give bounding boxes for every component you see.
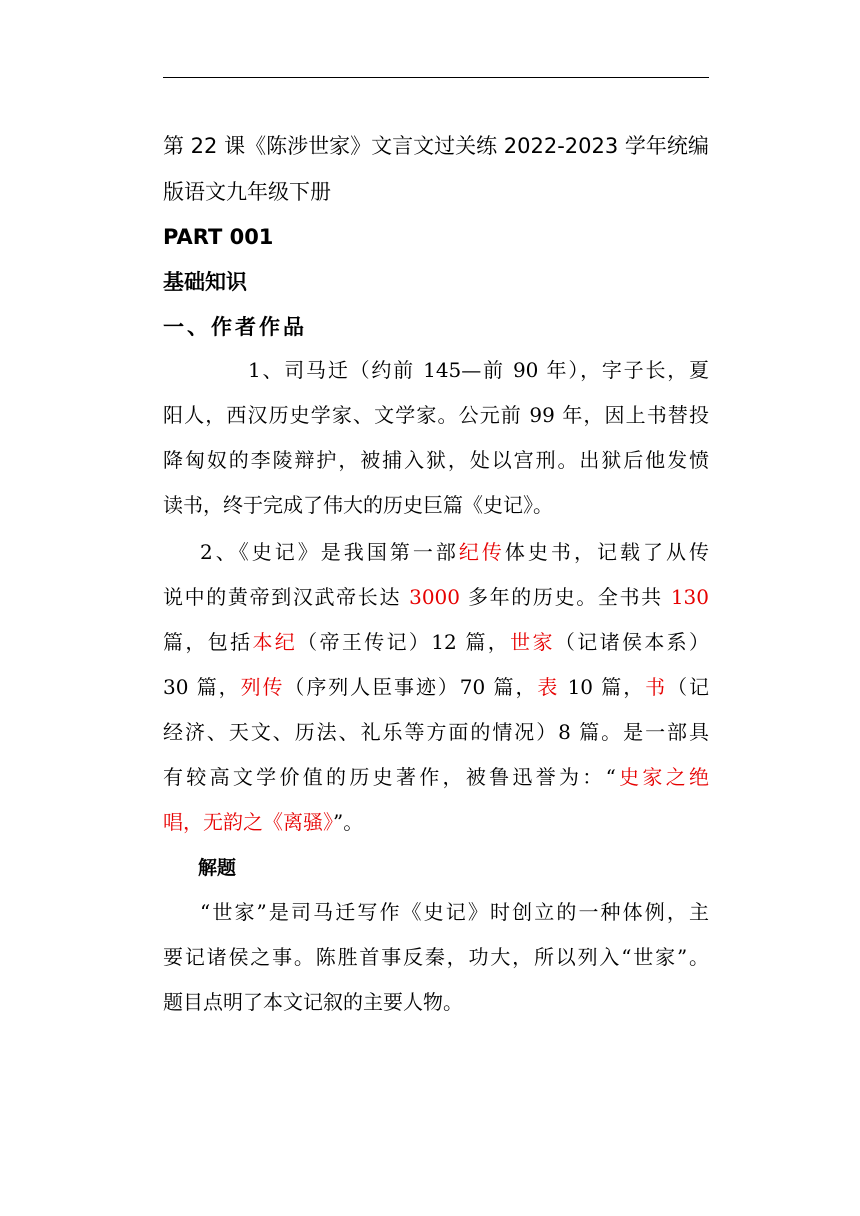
header-rule [163, 77, 709, 78]
part-heading: PART 001 [163, 225, 274, 249]
p2-line6: 有较高文学价值的历史著作，被鲁迅誉为：“史家之绝 [163, 765, 710, 789]
p1-line1: 1、司马迁（约前 145—前 90 年），字子长，夏 [248, 358, 709, 382]
jieti-heading: 解题 [198, 857, 237, 879]
p2-line1: 2、《史记》是我国第一部纪传体史书，记载了从传 [200, 540, 710, 564]
highlight-jizhuan: 纪传 [458, 540, 505, 564]
p2-line3: 篇，包括本纪（帝王传记）12 篇，世家（记诸侯本系） [163, 630, 710, 654]
p2-line5: 经济、天文、历法、礼乐等方面的情况）8 篇。是一部具 [163, 720, 709, 744]
p1-line2: 阳人，西汉历史学家、文学家。公元前 99 年，因上书替投 [163, 403, 709, 427]
section-author-works-heading: 一、作者作品 [163, 315, 307, 339]
p2-line7: 唱，无韵之《离骚》”。 [163, 810, 364, 834]
p3-line1: “世家”是司马迁写作《史记》时创立的一种体例，主 [200, 900, 709, 924]
highlight-3000: 3000 [409, 585, 460, 609]
p3-line2: 要记诸侯之事。陈胜首事反秦，功大，所以列入“世家”。 [163, 945, 709, 969]
p1-line4: 读书，终于完成了伟大的历史巨篇《史记》。 [163, 493, 553, 517]
highlight-benji: 本纪 [252, 630, 298, 654]
p1-line3: 降匈奴的李陵辩护，被捕入狱，处以宫刑。出狱后他发愤 [163, 448, 709, 472]
p3-line3: 题目点明了本文记叙的主要人物。 [163, 990, 463, 1014]
highlight-liezhuan: 列传 [240, 675, 285, 699]
basic-knowledge-heading: 基础知识 [163, 270, 247, 294]
highlight-quote-part2: 唱，无韵之《离骚》 [163, 810, 333, 834]
highlight-130: 130 [670, 585, 709, 609]
p2-line2: 说中的黄帝到汉武帝长达 3000 多年的历史。全书共 130 [163, 585, 709, 609]
highlight-shijia: 世家 [510, 630, 555, 654]
doc-title-line1: 第 22 课《陈涉世家》文言文过关练 2022-2023 学年统编 [163, 134, 709, 158]
highlight-shu: 书 [645, 675, 668, 699]
highlight-biao: 表 [537, 675, 560, 699]
doc-title-line2: 版语文九年级下册 [163, 180, 331, 204]
p2-line4: 30 篇，列传（序列人臣事迹）70 篇，表 10 篇，书（记 [163, 675, 709, 699]
highlight-quote-part1: 史家之绝 [615, 765, 710, 789]
